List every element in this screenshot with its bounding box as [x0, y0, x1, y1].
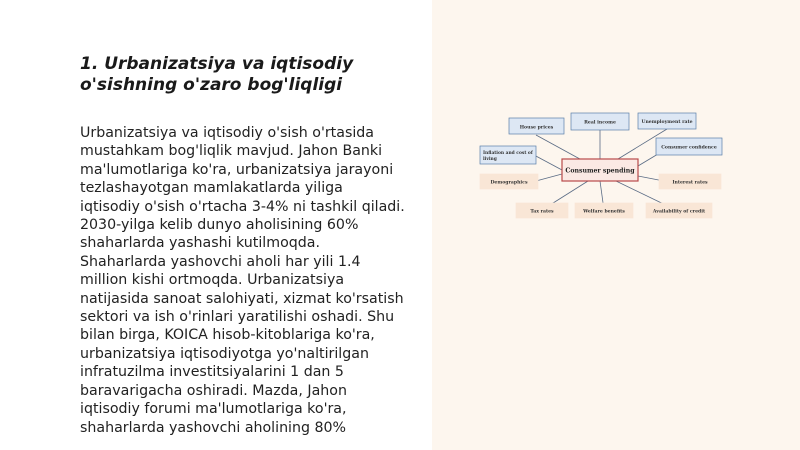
node-label: living	[483, 157, 497, 162]
connector-line	[534, 155, 562, 170]
body-line: tezlashayotgan mamlakatlarda yiliga	[80, 180, 343, 197]
node-house-prices	[509, 118, 564, 134]
node-label: Availability of credit	[652, 209, 706, 215]
connector-line	[536, 174, 562, 181]
center-label: Consumer spending	[565, 167, 635, 175]
node-label: Welfare benefits	[583, 209, 625, 215]
body-line: baravarigacha oshiradi. Mazda, Jahon	[80, 382, 347, 399]
body-line: bilan birga, KOICA hisob-kitoblariga ko'ra,	[80, 327, 375, 344]
body-line: mustahkam bog'liqlik mavjud. Jahon Banki	[80, 143, 383, 160]
body-line: iqtisodiy forumi ma'lumotlariga ko'ra,	[80, 401, 347, 418]
body-line: iqtisodiy o'sish o'rtacha 3-4% ni tashkil qiladi.	[80, 198, 405, 215]
node-label: Demographics	[490, 180, 528, 186]
node-demographics	[480, 174, 538, 189]
body-line: million kishi ortmoqda. Urbanizatsiya	[80, 272, 345, 289]
body-line: natijasida sanoat salohiyati, xizmat ko'rsatish	[80, 290, 404, 307]
node-unemployment-rate	[638, 113, 696, 129]
body-line: shaharlarda yashovchi aholining 80%	[80, 419, 347, 436]
node-consumer-spending	[562, 159, 638, 181]
body-line: Shaharlarda yashovchi aholi har yili 1.4	[80, 253, 361, 270]
heading-line-2: o'sishning o'zaro bog'liqligi	[80, 75, 343, 95]
body-line: ma'lumotlariga ko'ra, urbanizatsiya jarayoni	[80, 161, 394, 178]
node-label: Unemployment rate	[641, 120, 693, 125]
node-label: Consumer confidence	[661, 145, 717, 151]
node-interest-rates	[659, 174, 721, 189]
body-line: 2030-yilga kelib dunyo aholisining 60%	[80, 217, 359, 234]
section-heading	[80, 54, 420, 96]
node-label: Interest rates	[672, 180, 708, 186]
node-welfare-benefits	[575, 203, 633, 218]
node-inflation	[480, 146, 536, 164]
node-label: Tax rates	[530, 209, 554, 215]
heading-line-1: 1. Urbanizatsiya va iqtisodiy	[80, 54, 354, 74]
body-paragraph	[80, 124, 425, 437]
node-label: House prices	[519, 125, 554, 131]
body-line: infratuzilma investitsiyalarini 1 dan 5	[80, 364, 344, 381]
body-line: urbanizatsiya iqtisodiyotga yo'naltirilgan	[80, 345, 369, 362]
node-tax-rates	[516, 203, 568, 218]
node-availability-of-credit	[646, 203, 712, 218]
node-consumer-confidence	[656, 138, 722, 155]
connector-line	[638, 154, 658, 166]
body-line: sektori va ish o'rinlari yaratilishi oshadi. Shu	[80, 309, 395, 326]
body-line: Urbanizatsiya va iqtisodiy o'sish o'rtasida	[80, 125, 374, 141]
diagram-canvas	[476, 108, 726, 224]
consumer-spending-diagram	[476, 108, 726, 224]
figure-panel	[432, 0, 800, 450]
body-line: shaharlarda yashashi kutilmoqda.	[80, 235, 320, 252]
node-label: Inflation and cost of	[483, 151, 533, 156]
node-real-income	[571, 113, 629, 130]
node-label: Real income	[584, 120, 616, 126]
